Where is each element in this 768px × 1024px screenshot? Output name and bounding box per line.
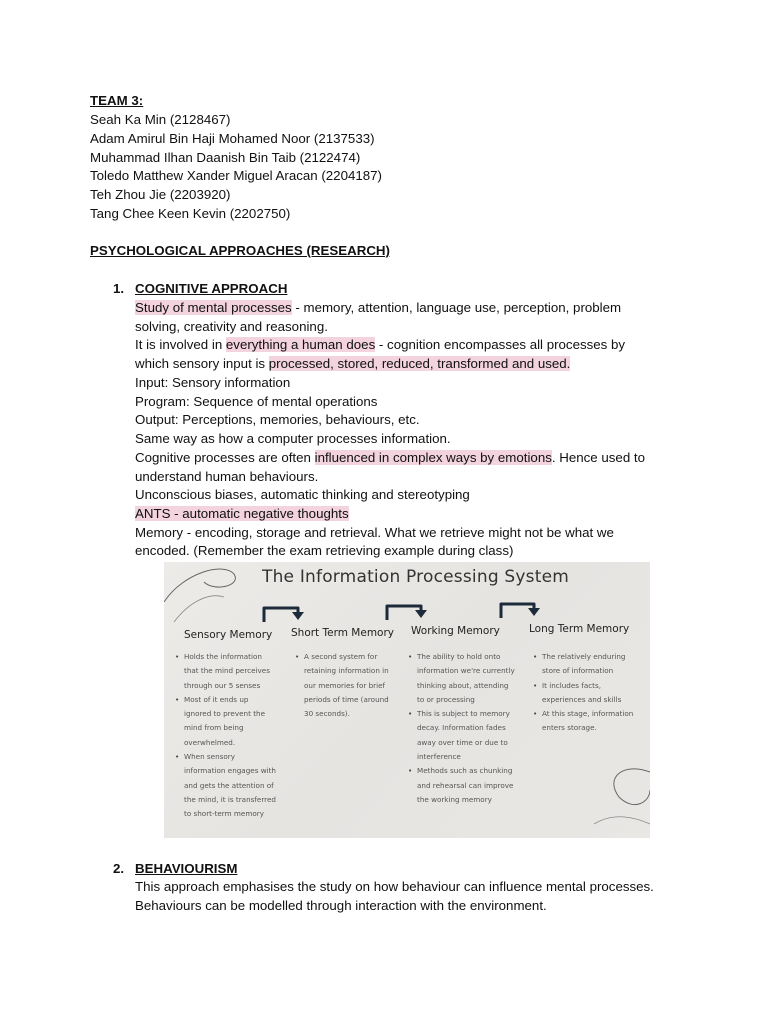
figure-title: The Information Processing System [262, 567, 570, 587]
cognitive-line: It is involved in everything a human does - cognition encompasses all processes by [135, 337, 626, 352]
swirl-decoration-icon [594, 817, 650, 824]
info-processing-figure [164, 562, 650, 838]
team-member: Adam Amirul Bin Haji Mohamed Noor (2137533) [90, 131, 375, 146]
swirl-decoration-icon [174, 596, 224, 622]
highlight: Study of mental processes [135, 300, 292, 315]
cognitive-line: Same way as how a computer processes information. [135, 431, 451, 446]
cognitive-line: understand human behaviours. [135, 469, 319, 484]
behaviourism-heading: BEHAVIOURISM [135, 861, 238, 876]
team-heading: TEAM 3: [90, 93, 144, 108]
bullet-item: • It includes facts, experiences and skills [542, 679, 638, 708]
team-member: Teh Zhou Jie (2203920) [90, 187, 231, 202]
cognitive-line: Cognitive processes are often influenced in complex ways by emotions. Hence used to [135, 450, 645, 465]
flow-arrow-icon [387, 606, 421, 620]
list-number: 2. [113, 861, 125, 876]
team-member: Muhammad Ilhan Daanish Bin Taib (2122474) [90, 150, 361, 165]
cognitive-heading: COGNITIVE APPROACH [135, 281, 288, 296]
cognitive-line: Unconscious biases, automatic thinking and stereotyping [135, 487, 470, 502]
bullet-item: • When sensory information engages with and gets the attention of the mind, it is transferred to short-term memory [184, 750, 276, 821]
behaviourism-line: Behaviours can be modelled through interaction with the environment. [135, 898, 547, 913]
bullet-item: • The relatively enduring store of information [542, 650, 638, 679]
list-number: 1. [113, 281, 125, 296]
bullet-item: • A second system for retaining information in our memories for brief periods of time (around 30 seconds). [304, 650, 396, 721]
arrow-head-icon [528, 608, 540, 616]
bullet-item: • Methods such as chunking and rehearsal can improve the working memory [417, 764, 515, 807]
stage-bullets [174, 650, 276, 822]
highlight: ANTS - automatic negative thoughts [135, 506, 349, 521]
highlight: influenced in complex ways by emotions [314, 450, 552, 465]
section-title: PSYCHOLOGICAL APPROACHES (RESEARCH) [90, 243, 390, 258]
stage-heading: Short Term Memory [291, 627, 395, 639]
stage-heading: Long Term Memory [529, 623, 630, 635]
cognitive-line: solving, creativity and reasoning. [135, 319, 328, 334]
bullet-item: • The ability to hold onto information we're currently thinking about, attending to or processing [417, 650, 515, 707]
arrow-head-icon [415, 610, 427, 618]
cognitive-line: Input: Sensory information [135, 375, 291, 390]
cognitive-line: which sensory input is processed, stored, reduced, transformed and used. [135, 356, 571, 371]
cognitive-line: Output: Perceptions, memories, behaviours, etc. [135, 412, 420, 427]
stage-heading: Working Memory [411, 625, 500, 637]
bullet-item: • Most of it ends up ignored to prevent the mind from being overwhelmed. [184, 693, 276, 750]
cognitive-line [135, 505, 349, 524]
cognitive-line: Study of mental processes - memory, attention, language use, perception, problem [135, 300, 622, 315]
cognitive-line: Program: Sequence of mental operations [135, 394, 378, 409]
stage-bullets [532, 650, 638, 736]
cognitive-line: encoded. (Remember the exam retrieving example during class) [135, 543, 514, 558]
bullet-item: • This is subject to memory decay. Information fades away over time or due to interference [417, 707, 515, 764]
cognitive-line: Memory - encoding, storage and retrieval. What we retrieve might not be what we [135, 525, 614, 540]
highlight: processed, stored, reduced, transformed and used. [268, 356, 571, 371]
team-member: Seah Ka Min (2128467) [90, 112, 231, 127]
bullet-item: • At this stage, information enters storage. [542, 707, 638, 736]
swirl-decoration-icon [164, 569, 235, 602]
team-member: Tang Chee Keen Kevin (2202750) [90, 206, 291, 221]
stage-bullets [294, 650, 396, 721]
stage-bullets [407, 650, 515, 807]
highlight: everything a human does [225, 337, 376, 352]
flow-arrow-icon [264, 608, 298, 622]
swirl-decoration-icon [614, 769, 650, 805]
team-member: Toledo Matthew Xander Miguel Aracan (2204187) [90, 168, 382, 183]
arrow-head-icon [292, 612, 304, 620]
flow-arrow-icon [501, 604, 534, 618]
behaviourism-line: This approach emphasises the study on how behaviour can influence mental processes. [135, 879, 654, 894]
stage-heading: Sensory Memory [184, 629, 273, 641]
bullet-item: • Holds the information that the mind perceives through our 5 senses [184, 650, 276, 693]
